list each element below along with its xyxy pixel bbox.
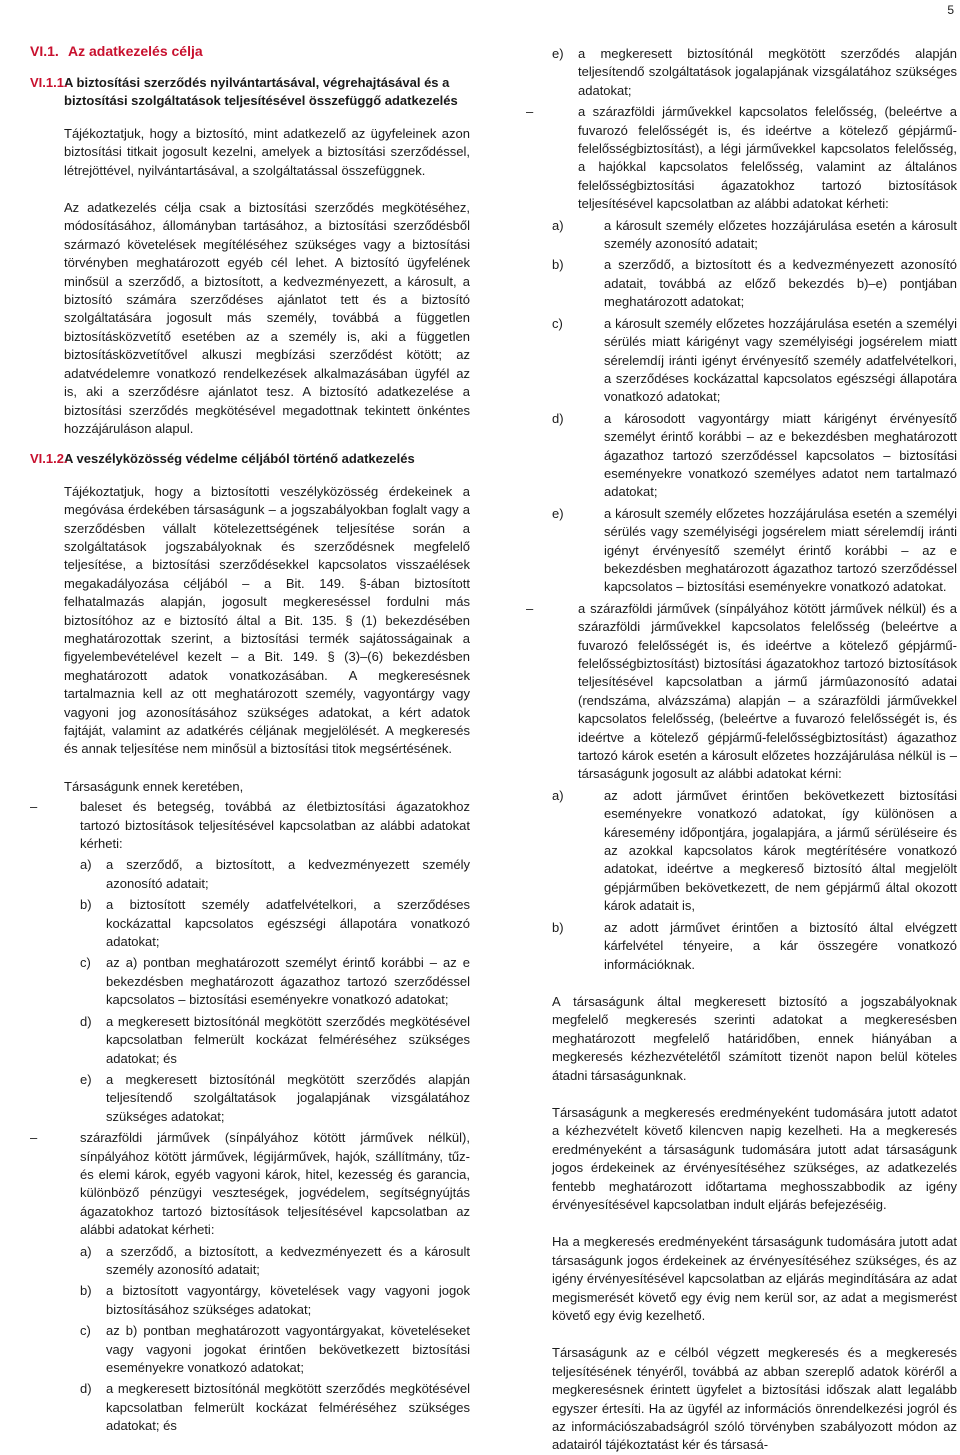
list-item	[552, 45, 957, 100]
dash-marker: –	[526, 104, 534, 120]
paragraph: Társaságunk a megkeresés eredményeként tudomására jutott adatot a kézhezvételt követő kilencven napig kezelheti. Ha a megkeresés eredményeként a társaságunk tudomására jutott adat társaságunk jogos érdekeinek az érvényesítéséhez szükséges, az adatkezelés fentebb meghatározott időtartama meghosszabbodik az igény érvényesítésével kapcsolatban indult eljárás befejezéséig.	[552, 1104, 957, 1212]
list-text: a károsodott vagyontárgy miatt kárigényt érvényesítő személyt érintő korábbi – az e bekezdésben meghatározott ágazathoz tartozó szerződéssel kapcsolatos – biztosítási eseményekre vonatkozó személyes adatot nem tartalmazó adatokat;	[604, 410, 957, 500]
dash-text: a szárazföldi járművek (sínpályához kötött járművek nélkül) és a szárazföldi járművekkel kapcsolatos felelősség (beleértve a fuvarozó felelősségét is, és ideértve a kötelező gépjármű-felelősségbiztosítást) biztosítási ágazatokhoz tartozó biztosítások teljesítésével kapcsolatban a jármű jármûazonosító adatai (rendszáma, alvázszáma) alapján – a szárazföldi járművekkel kapcsolatos felelősség, (beleértve a fuvarozó felelősségét is, és ideértve a kötelező gépjármű-felelősségbiztosítást) ágazathoz tartozó károk esetén a károsult előzetes hozzájárulása nélkül is – társaságunk jogosult az alábbi adatokat kérni:	[578, 600, 957, 782]
list-marker: d)	[80, 1013, 92, 1029]
dash-item	[526, 600, 957, 974]
list-item	[80, 1282, 470, 1319]
list-text: a szerződő, a biztosított, a kedvezményezett és a károsult személy azonosító adatait;	[106, 1243, 470, 1277]
paragraph: Tájékoztatjuk, hogy a biztosítotti veszélyközösség érdekeinek a megóvása érdekében társaságunk – a jogszabályokban foglalt vagy a szerződésben vállalt kötelezettségének teljesítése során a szolgáltatások jogszabályoknak és szerződésnek megfelelő teljesítése, a biztosítási szerződésekkel kapcsolatos visszaélések megakadályozása céljából – a Bit. 149. §-ában biztosított felhatalmazás alapján, jogosult megkereséssel fordulni más biztosítóhoz az e biztosító által a Bit. 135. § (1) bekezdésében meghatározottak szerint, a biztosítási termék sajátosságainak a figyelembevételével kezelt – a Bit. 149. § (3)–(6) bekezdésben meghatározott adatok vonatkozásában. A megkeresésnek tartalmaznia kell az ott meghatározott személy, vagyontárgy vagy vagyoni jog azonosításához szükséges adatokat, a kért adatok fajtáját, valamint az adatkérés céljának megjelölését. A megkeresés és annak teljesítése nem minősül a biztosítási titok megsértésének.	[64, 483, 470, 757]
list-marker: a)	[80, 857, 92, 873]
list-text: a biztosított személy adatfelvételkori, a szerződéses kockázattal kapcsolatos egészségi állapotára vonatkozó adatokat;	[106, 897, 470, 950]
dash-item	[526, 103, 957, 597]
list-marker: e)	[552, 505, 564, 521]
page-number: 5	[947, 3, 954, 17]
paragraph: Társaságunk ennek keretében,	[64, 778, 244, 794]
list-text: az a) pontban meghatározott személyt érintő korábbi – az e bekezdésben meghatározott ágazathoz tartozó szerződéssel kapcsolatos – biztosítási eseményekre vonatkozó adatokat;	[106, 955, 470, 1008]
paragraph: A társaságunk által megkeresett biztosító a jogszabályoknak megfelelő megkeresés szerinti adatokat a megkeresésben meghatározott megfelelő határidőben, ennek hiányában a megkeresés kézhezvételétől számított tizenöt napon belül köteles átadni társaságunknak.	[552, 993, 957, 1083]
list-marker: a)	[552, 217, 564, 233]
paragraph: Tájékoztatjuk, hogy a biztosító, mint adatkezelő az ügyfeleinek azon biztosítási titkait jogosult kezelni, amelyek a biztosítási szerződéssel, létrejöttével, nyilvántartásával, a szolgáltatással összefüggnek.	[64, 125, 470, 178]
paragraph: Társaságunk az e célból végzett megkeresés és a megkeresés teljesítésének tényéről, továbbá az abban szereplő adatok köréről a megkeresésnek érintett ügyfelet a biztosítási időszak alatt legalább egyszer értesíti. Ha az ügyfél az információs önrendelkezési jogról és az információszabadságról szóló törvényben szabályozott módon az adatairól tájékoztatást kér és társasá-	[552, 1345, 957, 1453]
subsection-title: A veszélyközösség védelme céljából történő adatkezelés	[64, 451, 415, 467]
dash-text: a szárazföldi járművekkel kapcsolatos felelősség, (beleértve a fuvarozó felelősségét is, és ideértve a kötelező gépjármű-felelősségbiztosítást), a légi járművekkel kapcsolatos felelősség, a hajókkal kapcsolatos felelősség, valamint az általános felelősségbiztosítási ágazatokhoz tartozó biztosítások teljesítésével kapcsolatban az alábbi adatokat kérheti:	[578, 104, 957, 212]
dash-marker: –	[30, 799, 38, 815]
list-item	[80, 1322, 470, 1377]
right-column	[526, 42, 957, 1455]
list-marker: b)	[80, 1283, 92, 1299]
list-item	[80, 856, 470, 893]
list-item	[552, 217, 957, 254]
section-title: Az adatkezelés célja	[68, 43, 203, 59]
list-item	[80, 1380, 470, 1435]
list-text: az adott járművet érintően a biztosító által elvégzett kárfelvétel tényeire, a kár összegére vonatkozó információknak.	[604, 919, 957, 972]
subsection-title: A biztosítási szerződés nyilvántartásával, végrehajtásával és a biztosítási szolgáltatások teljesítésével összefüggő adatkezelés	[64, 75, 458, 109]
list-marker: a)	[80, 1243, 92, 1259]
dash-item	[30, 798, 470, 1126]
list-marker: b)	[80, 897, 92, 913]
paragraph: Ha a megkeresés eredményeként társaságunk tudomására jutott adat társaságunk jogos érdekeinek az érvényesítéséhez szükséges, és az igény érvényesítésével kapcsolatban az eljárás megindítására az adat megismerését követő egy évig nem kerül sor, az adat a megismerést követő egy évig kezelhető.	[552, 1234, 957, 1323]
list-text: a megkeresett biztosítónál megkötött szerződés megkötésével kapcsolatban felmerült kockázat felméréséhez szükséges adatokat; és	[106, 1013, 470, 1066]
list-marker: d)	[552, 410, 564, 426]
section-number: VI.1.	[30, 43, 59, 59]
list-marker: b)	[552, 257, 564, 273]
list-item	[80, 1013, 470, 1068]
list-text: a szerződő, a biztosított és a kedvezményezett azonosító adatait, továbbá az előző bekezdés b)–e) pontjában meghatározott adatokat;	[604, 257, 957, 310]
list-marker: b)	[552, 919, 564, 935]
section-heading	[30, 42, 470, 60]
dash-marker: –	[526, 600, 534, 616]
list-marker: e)	[552, 46, 564, 61]
list-text: a megkeresett biztosítónál megkötött szerződés alapján teljesítendő szolgáltatások jogalapjának vizsgálatához szükséges adatokat;	[106, 1071, 470, 1124]
list-item	[552, 315, 957, 407]
list-text: a szerződő, a biztosított, a kedvezményezett személy azonosító adatait;	[106, 857, 470, 891]
subsection-heading	[30, 74, 470, 111]
list-item	[80, 1243, 470, 1280]
left-column	[30, 42, 470, 1439]
list-item	[80, 896, 470, 951]
list-item	[552, 505, 957, 597]
dash-text: szárazföldi járművek (sínpályához kötött járművek nélkül), sínpályához kötött járművek, légijárművek, hajók, szállítmány, tűz- és elemi károk, egyéb vagyoni károk, hitel, kezesség és garancia, különböző pénzügyi veszteségek, jogvédelem, segítségnyújtás ágazatokhoz tartozó biztosítások teljesítésével kapcsolatban az alábbi adatokat kérheti:	[80, 1130, 470, 1238]
list-item	[552, 919, 957, 974]
list-marker: e)	[80, 1071, 92, 1087]
subsection-number: VI.1.2.	[30, 451, 68, 467]
list-item	[80, 954, 470, 1009]
list-marker: c)	[552, 315, 563, 331]
list-text: a károsult személy előzetes hozzájárulása esetén a károsult személy azonosító adatait;	[604, 217, 957, 252]
list-text: a károsult személy előzetes hozzájárulása esetén a személyi sérülés vagy személyiségi jogsérelem miatt sérelemdíj iránti igényt érvényesítő személyt érintő korábbi – az e bekezdésben meghatározott ágazathoz tartozó szerződéssel kapcsolatos – biztosítási eseményekre vonatkozó adatokat.	[604, 505, 957, 595]
list-marker: a)	[552, 787, 564, 803]
list-text: az b) pontban meghatározott vagyontárgyakat, követeléseket vagy vagyoni jogokat érintően bekövetkezett biztosítási eseményekre vonatkozó adatokat;	[106, 1323, 470, 1375]
list-marker: d)	[80, 1381, 92, 1397]
dash-item	[30, 1129, 470, 1436]
list-text: a megkeresett biztosítónál megkötött szerződés alapján teljesítendő szolgáltatások jogalapjának vizsgálatához szükséges adatokat;	[578, 46, 957, 98]
list-text: a biztosított vagyontárgy, követelések vagy vagyoni jogok biztosításához szükséges adatokat;	[106, 1283, 470, 1317]
dash-marker: –	[30, 1130, 38, 1146]
paragraph: Az adatkezelés célja csak a biztosítási szerződés megkötéséhez, módosításához, állományban tartásához, a biztosítási szerződésből származó követelések megítéléséhez szükséges vagy a biztosítási törvényben meghatározott egyéb cél lehet. A biztosító ügyfelének minősül a szerződő, a biztosított, a kedvezményezett, a károsult, a biztosító számára szerződéses ajánlatot tett és a biztosító szolgáltatására jogosult más személy, továbbá a független biztosításközvetítő esetében az a személy is, aki a független biztosításközvetítővel alkuszi megbízási szerződést kötött; az adatvédelemre vonatkozó rendelkezések alkalmazásában ügyfél az is, aki a szerződésre ajánlatot tesz. A biztosító adatkezelése a biztosítási szerződés megkötésével megadottnak tekintett önkéntes hozzájáruláson alapul.	[64, 200, 470, 436]
list-text: az adott járművet érintően bekövetkezett biztosítási eseményekre vonatkozó adatokat, így különösen a káresemény időpontjára, jogalapjára, a jármű sérüléseire és az azokkal kapcsolatos károk megtérítésére vonatkozó adatokat, ideértve a megkereső biztosító által megjelölt gépjárműben bekövetkezett, de nem gépjármű által okozott károk adatait is,	[604, 787, 957, 914]
list-item	[552, 410, 957, 502]
dash-text: baleset és betegség, továbbá az életbiztosítási ágazatokhoz tartozó biztosítások teljesítésével kapcsolatban az alábbi adatokat kérheti:	[80, 799, 470, 852]
list-marker: c)	[80, 1323, 91, 1339]
list-marker: c)	[80, 955, 91, 971]
list-text: a károsult személy előzetes hozzájárulása esetén a személyi sérülés miatt kárigényt vagy személyiségi jogsérelem miatt sérelemdíj iránti igényt érvényesítő személy adatfelvételkori, a szerződéses kockázattal kapcsolatos egészségi állapotára vonatkozó adatokat;	[604, 315, 957, 405]
list-text: a megkeresett biztosítónál megkötött szerződés megkötésével kapcsolatban felmerült kockázat felméréséhez szükséges adatokat; és	[106, 1381, 470, 1434]
list-item	[80, 1071, 470, 1126]
list-item	[552, 787, 957, 916]
list-item	[552, 256, 957, 311]
subsection-number: VI.1.1.	[30, 75, 68, 90]
subsection-heading	[30, 450, 470, 468]
